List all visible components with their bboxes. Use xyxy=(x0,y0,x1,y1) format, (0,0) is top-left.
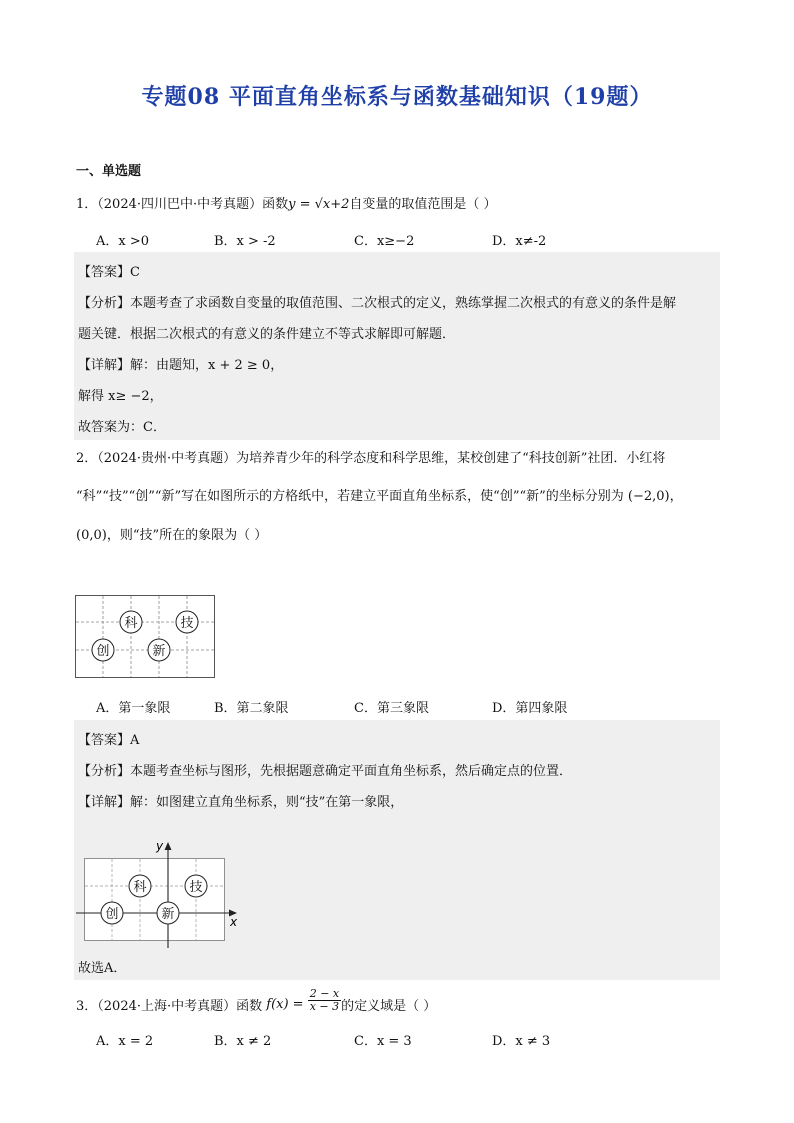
question-1-stem xyxy=(76,193,497,212)
q1-option-a: A．x >0 xyxy=(96,234,150,249)
q1-stem-prefix: 1．（2024·四川巴中·中考真题）函数 xyxy=(76,197,289,212)
q1-detail-line-3: 故答案为：C． xyxy=(78,420,166,435)
q1-analysis-line-1: 【分析】本题考查了求函数自变量的取值范围、二次根式的定义，熟练掌握二次根式的有意义的条件是解 xyxy=(78,296,677,311)
x-axis-label: x xyxy=(230,915,238,929)
coord-char-xin: 新 xyxy=(161,907,175,922)
q2-stem-line-2: “科”“技”“创”“新”写在如图所示的方格纸中，若建立平面直角坐标系，使“创”“新”的坐标分别为 (−2,0)， xyxy=(76,489,683,504)
q2-option-b: B．第二象限 xyxy=(214,701,289,716)
q2-answer: 【答案】A xyxy=(78,733,140,748)
q1-stem-suffix: 自变量的取值范围是（ ） xyxy=(349,197,497,212)
q3-formula-lhs: f(x) = xyxy=(266,997,304,1012)
q1-option-d: D．x≠-2 xyxy=(492,234,547,249)
q2-option-c: C．第三象限 xyxy=(354,701,429,716)
question-3-options xyxy=(96,1030,716,1048)
question-3-stem xyxy=(76,987,437,1022)
question-2-options xyxy=(96,697,716,715)
q1-formula: y = √x+2 xyxy=(288,197,350,212)
q1-answer: 【答案】C xyxy=(78,265,140,280)
y-axis-label: y xyxy=(156,839,164,853)
page-title: 专题08 平面直角坐标系与函数基础知识（19题） xyxy=(141,84,653,110)
grid-char-ke: 科 xyxy=(124,616,138,631)
q3-option-d: D．x ≠ 3 xyxy=(492,1034,551,1049)
q3-numerator: 2 − x xyxy=(309,987,340,1000)
q1-answer-block xyxy=(74,252,720,440)
q2-option-d: D．第四象限 xyxy=(492,701,568,716)
q2-stem-line-1: 2．（2024·贵州·中考真题）为培养青少年的科学态度和科学思维，某校创建了“科技创新”社团．小红将 xyxy=(76,451,666,466)
q3-stem-suffix: 的定义域是（ ） xyxy=(341,999,437,1014)
q3-option-c: C．x = 3 xyxy=(354,1034,412,1049)
q2-option-a: A．第一象限 xyxy=(96,701,171,716)
q1-option-c: C．x≥−2 xyxy=(354,234,415,249)
coord-char-ke: 科 xyxy=(133,880,147,895)
q2-stem-line-3: (0,0)，则“技”所在的象限为（ ） xyxy=(76,528,268,543)
q3-fraction xyxy=(308,988,341,1013)
coord-char-chuang: 创 xyxy=(105,907,119,922)
q2-analysis: 【分析】本题考查坐标与图形，先根据题意确定平面直角坐标系，然后确定点的位置． xyxy=(78,764,573,779)
q3-option-b: B．x ≠ 2 xyxy=(214,1034,272,1049)
q3-option-a: A．x = 2 xyxy=(96,1034,154,1049)
q1-detail-line-2: 解得 x≥ −2， xyxy=(78,389,163,404)
q2-answer-block xyxy=(74,720,720,980)
section-heading: 一、单选题 xyxy=(76,164,142,179)
q1-detail-line-1: 【详解】解：由题知，x + 2 ≥ 0， xyxy=(78,358,284,373)
question-1-options xyxy=(96,230,716,248)
coord-char-ji: 技 xyxy=(189,880,203,895)
grid-char-ji: 技 xyxy=(180,616,194,631)
grid-char-xin: 新 xyxy=(152,644,166,659)
q2-coordinate-figure xyxy=(74,838,244,950)
grid-char-chuang: 创 xyxy=(96,644,110,659)
q1-analysis-line-2: 题关键．根据二次根式的有意义的条件建立不等式求解即可解题． xyxy=(78,327,456,342)
y-axis-arrow xyxy=(165,842,172,850)
q2-conclusion: 故选A． xyxy=(78,961,127,976)
q3-denominator: x − 3 xyxy=(309,1000,340,1013)
q2-detail: 【详解】解：如图建立直角坐标系，则“技”在第一象限， xyxy=(78,795,404,810)
q2-grid-figure xyxy=(75,595,217,679)
q1-option-b: B．x > -2 xyxy=(214,234,276,249)
q3-stem-prefix: 3．（2024·上海·中考真题）函数 xyxy=(76,999,263,1014)
